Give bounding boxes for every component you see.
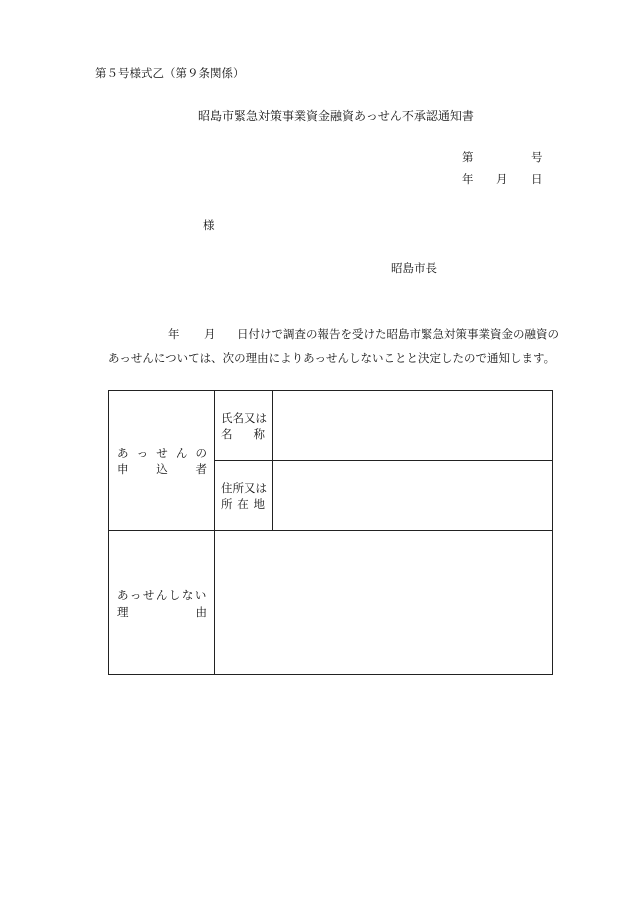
form-code: 第５号様式乙（第９条関係） xyxy=(95,66,245,80)
issuer: 昭島市長 xyxy=(391,261,437,275)
body-line2: あっせんについては、次の理由によりあっせんしないことと決定したので通知します。 xyxy=(108,351,556,365)
name-field[interactable] xyxy=(273,391,552,460)
date-year: 年 xyxy=(462,172,474,186)
date-day: 日 xyxy=(531,172,543,186)
name-label-line2: 名 称 xyxy=(221,427,265,441)
doc-number-prefix: 第 xyxy=(462,150,474,164)
applicant-label-line2: 申 込 者 xyxy=(117,462,207,476)
address-label-line1: 住所又は xyxy=(221,481,267,495)
applicant-label-line1: あ っ せ ん の xyxy=(117,446,207,460)
name-label-line1: 氏名又は xyxy=(221,411,267,425)
applicant-form-table xyxy=(108,390,553,675)
body-year: 年 xyxy=(168,327,180,341)
recipient-honorific: 様 xyxy=(203,218,215,232)
reason-label-line2: 理 由 xyxy=(117,605,207,619)
address-field[interactable] xyxy=(273,461,552,530)
reason-field[interactable] xyxy=(215,531,552,674)
body-month: 月 xyxy=(204,327,216,341)
reason-label-line1: あっせんしない xyxy=(117,588,208,602)
date-month: 月 xyxy=(496,172,508,186)
body-line1: 日付けで調査の報告を受けた昭島市緊急対策事業資金の融資の xyxy=(237,327,559,341)
document-title: 昭島市緊急対策事業資金融資あっせん不承認通知書 xyxy=(198,109,474,123)
address-label-line2: 所 在 地 xyxy=(221,497,265,511)
doc-number-suffix: 号 xyxy=(531,150,543,164)
